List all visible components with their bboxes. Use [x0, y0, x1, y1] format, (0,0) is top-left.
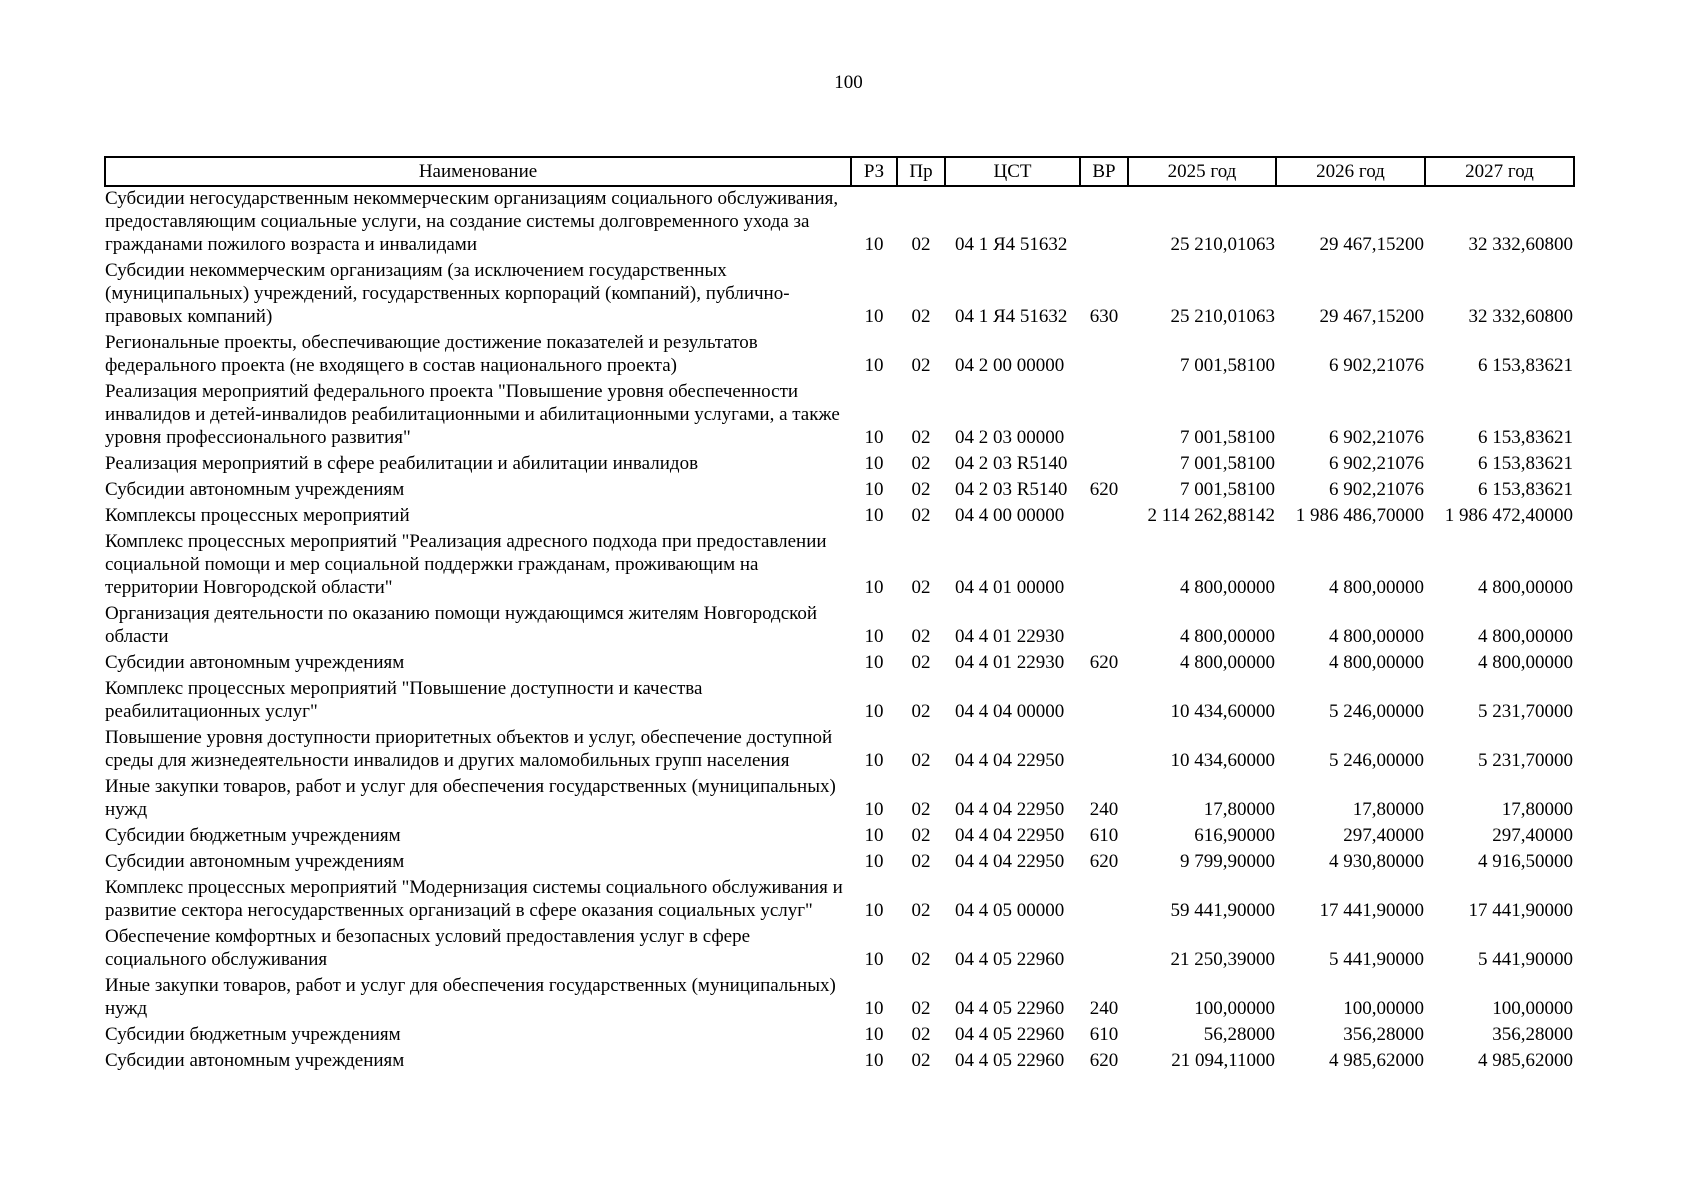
cell-cst: 04 4 01 00000 — [955, 577, 1065, 598]
cell-2027: 6 153,83621 — [1478, 355, 1573, 376]
cell-pr: 02 — [911, 949, 931, 970]
cell-vr: 610 — [1089, 1024, 1119, 1045]
cell-pr: 02 — [911, 825, 931, 846]
cell-pr: 02 — [911, 306, 931, 327]
cell-2026: 6 902,21076 — [1329, 453, 1424, 474]
cell-name: Реализация мероприятий в сфере реабилитации и абилитации инвалидов — [105, 453, 699, 474]
cell-vr — [1080, 602, 1128, 651]
cell-name: Субсидии бюджетным учреждениям — [105, 1024, 401, 1045]
cell-cst: 04 2 00 00000 — [955, 355, 1065, 376]
table-row — [105, 876, 1574, 925]
cell-2025: 4 800,00000 — [1180, 626, 1275, 647]
cell-vr — [1080, 380, 1128, 452]
header-row — [105, 157, 1574, 186]
cell-2027: 32 332,60800 — [1468, 234, 1573, 255]
cell-pr: 02 — [911, 427, 931, 448]
table-row — [105, 974, 1574, 1023]
cell-2027: 4 916,50000 — [1478, 851, 1573, 872]
cell-vr — [1080, 186, 1128, 259]
cell-cst: 04 4 05 22960 — [955, 1024, 1065, 1045]
table-row — [105, 452, 1574, 478]
cell-2026: 5 246,00000 — [1329, 701, 1424, 722]
cell-rz: 10 — [864, 234, 884, 255]
cell-2026: 6 902,21076 — [1329, 479, 1424, 500]
cell-2025: 10 434,60000 — [1170, 701, 1275, 722]
cell-2025: 25 210,01063 — [1170, 306, 1275, 327]
cell-pr: 02 — [911, 1024, 931, 1045]
cell-2025: 10 434,60000 — [1170, 750, 1275, 771]
cell-rz: 10 — [864, 851, 884, 872]
cell-name: Обеспечение комфортных и безопасных условий предоставления услуг в сфере социального обслуживания — [105, 926, 751, 970]
budget-table — [104, 156, 1575, 1075]
cell-2025: 59 441,90000 — [1170, 900, 1275, 921]
cell-rz: 10 — [864, 427, 884, 448]
table-row — [105, 1023, 1574, 1049]
table-row — [105, 530, 1574, 602]
cell-2026: 5 441,90000 — [1329, 949, 1424, 970]
cell-2026: 4 800,00000 — [1329, 626, 1424, 647]
table-row — [105, 259, 1574, 331]
cell-rz: 10 — [864, 1024, 884, 1045]
cell-2025: 7 001,58100 — [1180, 355, 1275, 376]
cell-cst: 04 4 04 22950 — [955, 851, 1065, 872]
cell-2025: 21 094,11000 — [1171, 1050, 1275, 1071]
cell-2026: 4 985,62000 — [1329, 1050, 1424, 1071]
table-row — [105, 824, 1574, 850]
cell-rz: 10 — [864, 453, 884, 474]
cell-rz: 10 — [864, 1050, 884, 1071]
cell-name: Повышение уровня доступности приоритетных объектов и услуг, обеспечение доступной среды для жизнедеятельности инвалидов и других маломобильных групп населения — [105, 727, 833, 771]
cell-2025: 17,80000 — [1203, 799, 1275, 820]
cell-pr: 02 — [911, 799, 931, 820]
table-row — [105, 478, 1574, 504]
cell-2025: 616,90000 — [1194, 825, 1275, 846]
table-row — [105, 651, 1574, 677]
cell-name: Субсидии некоммерческим организациям (за исключением государственных (муниципальных) учреждений, государственных корпораций (компаний), публично-правовых компаний) — [105, 260, 790, 327]
cell-name: Субсидии автономным учреждениям — [105, 1050, 405, 1071]
cell-cst: 04 4 05 22960 — [955, 949, 1065, 970]
cell-rz: 10 — [864, 825, 884, 846]
cell-2027: 6 153,83621 — [1478, 453, 1573, 474]
cell-rz: 10 — [864, 626, 884, 647]
table-row — [105, 850, 1574, 876]
page-number: 100 — [834, 72, 863, 93]
cell-2025: 7 001,58100 — [1180, 427, 1275, 448]
cell-rz: 10 — [864, 949, 884, 970]
cell-pr: 02 — [911, 900, 931, 921]
cell-2027: 6 153,83621 — [1478, 427, 1573, 448]
table-row — [105, 775, 1574, 824]
cell-cst: 04 4 04 22950 — [955, 825, 1065, 846]
cell-cst: 04 2 03 R5140 — [955, 453, 1068, 474]
table-row — [105, 925, 1574, 974]
cell-vr: 240 — [1089, 998, 1119, 1019]
header-2026: 2026 год — [1276, 157, 1425, 186]
cell-name: Комплексы процессных мероприятий — [105, 505, 410, 526]
cell-2026: 4 800,00000 — [1329, 652, 1424, 673]
cell-pr: 02 — [911, 851, 931, 872]
cell-name: Субсидии бюджетным учреждениям — [105, 825, 401, 846]
cell-name: Субсидии автономным учреждениям — [105, 652, 405, 673]
cell-2026: 6 902,21076 — [1329, 355, 1424, 376]
cell-name: Иные закупки товаров, работ и услуг для обеспечения государственных (муниципальных) нужд — [105, 975, 836, 1019]
cell-cst: 04 2 03 00000 — [955, 427, 1065, 448]
cell-pr: 02 — [911, 998, 931, 1019]
cell-pr: 02 — [911, 505, 931, 526]
cell-2027: 100,00000 — [1492, 998, 1573, 1019]
table-row — [105, 186, 1574, 259]
cell-2027: 4 800,00000 — [1478, 626, 1573, 647]
cell-vr — [1080, 530, 1128, 602]
cell-2027: 17,80000 — [1501, 799, 1573, 820]
cell-2027: 5 441,90000 — [1478, 949, 1573, 970]
cell-2027: 356,28000 — [1492, 1024, 1573, 1045]
cell-pr: 02 — [911, 577, 931, 598]
cell-pr: 02 — [911, 234, 931, 255]
cell-vr — [1080, 876, 1128, 925]
cell-2025: 7 001,58100 — [1180, 453, 1275, 474]
cell-rz: 10 — [864, 998, 884, 1019]
cell-vr — [1080, 504, 1128, 530]
cell-2027: 6 153,83621 — [1478, 479, 1573, 500]
cell-pr: 02 — [911, 750, 931, 771]
cell-rz: 10 — [864, 355, 884, 376]
table-row — [105, 602, 1574, 651]
cell-cst: 04 4 04 00000 — [955, 701, 1065, 722]
cell-name: Субсидии автономным учреждениям — [105, 479, 405, 500]
cell-2025: 25 210,01063 — [1170, 234, 1275, 255]
cell-vr — [1080, 331, 1128, 380]
header-name: Наименование — [105, 157, 851, 186]
cell-2025: 2 114 262,88142 — [1147, 505, 1275, 526]
cell-2027: 32 332,60800 — [1468, 306, 1573, 327]
cell-2026: 29 467,15200 — [1319, 234, 1424, 255]
cell-vr: 620 — [1089, 479, 1119, 500]
cell-cst: 04 4 00 00000 — [955, 505, 1065, 526]
cell-2026: 29 467,15200 — [1319, 306, 1424, 327]
cell-rz: 10 — [864, 306, 884, 327]
cell-name: Организация деятельности по оказанию помощи нуждающимся жителям Новгородской области — [105, 603, 818, 647]
cell-name: Комплекс процессных мероприятий "Модернизация системы социального обслуживания и развитие сектора негосударственных организаций в сфере оказания социальных услуг" — [105, 877, 843, 921]
cell-rz: 10 — [864, 577, 884, 598]
cell-2027: 297,40000 — [1492, 825, 1573, 846]
cell-cst: 04 4 04 22950 — [955, 799, 1065, 820]
cell-name: Комплекс процессных мероприятий "Повышение доступности и качества реабилитационных услуг" — [105, 678, 703, 722]
cell-2027: 4 800,00000 — [1478, 652, 1573, 673]
cell-2025: 21 250,39000 — [1170, 949, 1275, 970]
cell-cst: 04 1 Я4 51632 — [955, 234, 1068, 255]
cell-cst: 04 4 05 22960 — [955, 1050, 1065, 1071]
header-cst: ЦСТ — [945, 157, 1080, 186]
header-vr: ВР — [1080, 157, 1128, 186]
cell-vr: 620 — [1089, 652, 1119, 673]
cell-2025: 9 799,90000 — [1180, 851, 1275, 872]
cell-2025: 7 001,58100 — [1180, 479, 1275, 500]
table-row — [105, 677, 1574, 726]
cell-cst: 04 2 03 R5140 — [955, 479, 1068, 500]
cell-2026: 100,00000 — [1343, 998, 1424, 1019]
cell-rz: 10 — [864, 799, 884, 820]
cell-2025: 100,00000 — [1194, 998, 1275, 1019]
cell-rz: 10 — [864, 505, 884, 526]
header-2027: 2027 год — [1425, 157, 1574, 186]
cell-rz: 10 — [864, 701, 884, 722]
cell-cst: 04 1 Я4 51632 — [955, 306, 1068, 327]
cell-2026: 4 800,00000 — [1329, 577, 1424, 598]
cell-2027: 17 441,90000 — [1468, 900, 1573, 921]
cell-name: Комплекс процессных мероприятий "Реализация адресного подхода при предоставлении социальной помощи и мер социальной поддержки гражданам, проживающим на территории Новгородской области" — [105, 531, 827, 598]
table-row — [105, 380, 1574, 452]
cell-vr — [1080, 726, 1128, 775]
cell-pr: 02 — [911, 701, 931, 722]
table-row — [105, 1049, 1574, 1075]
cell-2026: 297,40000 — [1343, 825, 1424, 846]
cell-cst: 04 4 01 22930 — [955, 652, 1065, 673]
cell-vr: 620 — [1089, 1050, 1119, 1071]
cell-2026: 17 441,90000 — [1319, 900, 1424, 921]
cell-2026: 1 986 486,70000 — [1295, 505, 1424, 526]
cell-vr — [1080, 925, 1128, 974]
cell-pr: 02 — [911, 453, 931, 474]
cell-vr: 620 — [1089, 851, 1119, 872]
cell-2026: 5 246,00000 — [1329, 750, 1424, 771]
cell-cst: 04 4 01 22930 — [955, 626, 1065, 647]
cell-rz: 10 — [864, 652, 884, 673]
cell-2025: 4 800,00000 — [1180, 652, 1275, 673]
cell-cst: 04 4 05 22960 — [955, 998, 1065, 1019]
cell-pr: 02 — [911, 652, 931, 673]
cell-name: Реализация мероприятий федерального проекта "Повышение уровня обеспеченности инвалидов и детей-инвалидов реабилитационными и абилитационными услугами, а также уровня профессионального развития" — [105, 381, 840, 448]
cell-2027: 5 231,70000 — [1478, 750, 1573, 771]
cell-vr: 240 — [1089, 799, 1119, 820]
cell-vr — [1080, 677, 1128, 726]
cell-name: Субсидии негосударственным некоммерческим организациям социального обслуживания, предоставляющим социальные услуги, на создание системы долговременного ухода за гражданами пожилого возраста и инвалидами — [105, 188, 839, 255]
table-row — [105, 504, 1574, 530]
cell-2027: 4 985,62000 — [1478, 1050, 1573, 1071]
cell-2025: 56,28000 — [1203, 1024, 1275, 1045]
cell-2026: 6 902,21076 — [1329, 427, 1424, 448]
cell-2027: 1 986 472,40000 — [1444, 505, 1573, 526]
cell-pr: 02 — [911, 1050, 931, 1071]
cell-rz: 10 — [864, 750, 884, 771]
cell-name: Субсидии автономным учреждениям — [105, 851, 405, 872]
cell-name: Иные закупки товаров, работ и услуг для обеспечения государственных (муниципальных) нужд — [105, 776, 836, 820]
cell-vr: 630 — [1089, 306, 1119, 327]
cell-cst: 04 4 05 00000 — [955, 900, 1065, 921]
table-row — [105, 331, 1574, 380]
header-2025: 2025 год — [1128, 157, 1276, 186]
cell-2025: 4 800,00000 — [1180, 577, 1275, 598]
table-row — [105, 726, 1574, 775]
table-header — [105, 157, 1574, 186]
cell-pr: 02 — [911, 626, 931, 647]
cell-2026: 356,28000 — [1343, 1024, 1424, 1045]
cell-rz: 10 — [864, 900, 884, 921]
cell-name: Региональные проекты, обеспечивающие достижение показателей и результатов федерального проекта (не входящего в состав национального проекта) — [105, 332, 758, 376]
cell-rz: 10 — [864, 479, 884, 500]
cell-pr: 02 — [911, 479, 931, 500]
cell-2027: 5 231,70000 — [1478, 701, 1573, 722]
cell-2026: 4 930,80000 — [1329, 851, 1424, 872]
cell-2026: 17,80000 — [1352, 799, 1424, 820]
cell-cst: 04 4 04 22950 — [955, 750, 1065, 771]
table-body — [105, 186, 1574, 1075]
cell-2027: 4 800,00000 — [1478, 577, 1573, 598]
cell-vr: 610 — [1089, 825, 1119, 846]
cell-vr — [1080, 452, 1128, 478]
header-rz: РЗ — [851, 157, 897, 186]
cell-pr: 02 — [911, 355, 931, 376]
header-pr: Пр — [897, 157, 945, 186]
